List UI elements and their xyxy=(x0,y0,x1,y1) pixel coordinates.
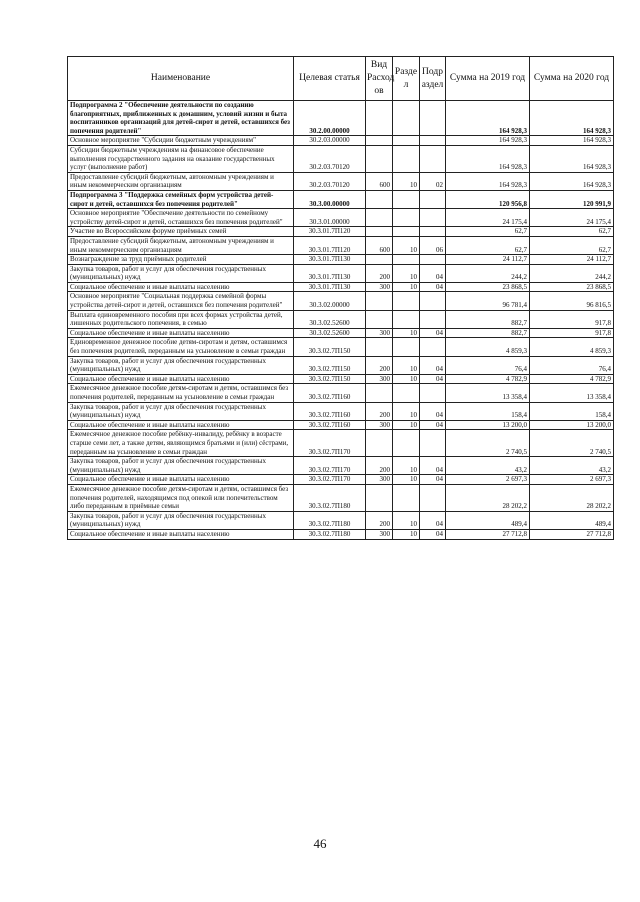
table-row xyxy=(68,384,614,402)
row-name-cell: Социальное обеспечение и иные выплаты населению xyxy=(68,420,294,430)
table-row xyxy=(68,374,614,384)
row-expense-type-cell xyxy=(366,136,393,146)
row-section-cell: 10 xyxy=(393,356,420,374)
row-section-cell: 10 xyxy=(393,529,420,539)
row-sum-2020-cell: 489,4 xyxy=(530,511,614,529)
header-section: Разде л xyxy=(393,57,420,101)
row-sum-2019-cell: 882,7 xyxy=(446,310,530,328)
row-sum-2019-cell: 158,4 xyxy=(446,402,530,420)
row-target-article-cell: 30.3.02.7П170 xyxy=(294,430,366,457)
row-sum-2019-cell: 27 712,8 xyxy=(446,529,530,539)
row-subsection-cell: 02 xyxy=(420,172,446,190)
row-sum-2019-cell: 2 697,3 xyxy=(446,475,530,485)
row-subsection-cell xyxy=(420,310,446,328)
row-subsection-cell: 04 xyxy=(420,475,446,485)
row-section-cell xyxy=(393,190,420,208)
table-row xyxy=(68,310,614,328)
row-expense-type-cell: 200 xyxy=(366,457,393,475)
row-sum-2019-cell: 96 781,4 xyxy=(446,292,530,310)
row-subsection-cell: 04 xyxy=(420,402,446,420)
row-target-article-cell: 30.3.02.7П160 xyxy=(294,420,366,430)
table-row xyxy=(68,475,614,485)
row-expense-type-cell: 300 xyxy=(366,282,393,292)
row-sum-2019-cell: 4 782,9 xyxy=(446,374,530,384)
row-subsection-cell xyxy=(420,255,446,265)
row-sum-2019-cell: 2 740,5 xyxy=(446,430,530,457)
row-subsection-cell: 04 xyxy=(420,511,446,529)
row-target-article-cell: 30.2.00.00000 xyxy=(294,101,366,136)
header-subsection: Подр аздел xyxy=(420,57,446,101)
row-target-article-cell: 30.3.01.7П120 xyxy=(294,236,366,254)
row-name-cell: Социальное обеспечение и иные выплаты населению xyxy=(68,328,294,338)
row-subsection-cell: 06 xyxy=(420,236,446,254)
row-expense-type-cell xyxy=(366,190,393,208)
row-sum-2019-cell: 28 202,2 xyxy=(446,484,530,511)
row-sum-2020-cell: 4 859,3 xyxy=(530,338,614,356)
row-target-article-cell: 30.3.01.00000 xyxy=(294,209,366,227)
header-name: Наименование xyxy=(68,57,294,101)
row-name-cell: Основное мероприятие "Социальная поддержка семейной формы устройства детей-сирот и детей, оставшихся без попечения родителей" xyxy=(68,292,294,310)
row-target-article-cell: 30.2.03.70120 xyxy=(294,172,366,190)
row-section-cell: 10 xyxy=(393,282,420,292)
row-target-article-cell: 30.3.02.7П170 xyxy=(294,457,366,475)
table-row xyxy=(68,484,614,511)
row-sum-2020-cell: 43,2 xyxy=(530,457,614,475)
row-target-article-cell: 30.3.02.7П180 xyxy=(294,484,366,511)
row-name-cell: Предоставление субсидий бюджетным, автономным учреждениям и иным некоммерческим организациям xyxy=(68,236,294,254)
row-sum-2019-cell: 164 928,3 xyxy=(446,145,530,172)
row-sum-2019-cell: 13 200,0 xyxy=(446,420,530,430)
row-sum-2020-cell: 28 202,2 xyxy=(530,484,614,511)
row-sum-2019-cell: 76,4 xyxy=(446,356,530,374)
row-section-cell xyxy=(393,384,420,402)
table-row xyxy=(68,511,614,529)
row-target-article-cell: 30.3.02.7П150 xyxy=(294,374,366,384)
header-expense-type: Вид Расход ов xyxy=(366,57,393,101)
row-target-article-cell: 30.3.02.00000 xyxy=(294,292,366,310)
row-sum-2019-cell: 164 928,3 xyxy=(446,101,530,136)
row-target-article-cell: 30.3.01.7П130 xyxy=(294,255,366,265)
table-row xyxy=(68,420,614,430)
row-sum-2020-cell: 76,4 xyxy=(530,356,614,374)
row-sum-2020-cell: 164 928,3 xyxy=(530,101,614,136)
row-section-cell xyxy=(393,227,420,237)
row-subsection-cell: 04 xyxy=(420,457,446,475)
row-subsection-cell xyxy=(420,190,446,208)
row-name-cell: Ежемесячное денежное пособие детям-сиротам и детям, оставшимся без попечения родителей, переданным на усыновление в семьи граждан xyxy=(68,384,294,402)
row-name-cell: Ежемесячное денежное пособие детям-сиротам и детям, оставшимся без попечения родителей, находящимся под опекой или попечительством либо переданным в приёмные семьи xyxy=(68,484,294,511)
row-section-cell xyxy=(393,484,420,511)
row-sum-2020-cell: 2 697,3 xyxy=(530,475,614,485)
row-name-cell: Закупка товаров, работ и услуг для обеспечения государственных (муниципальных) нужд xyxy=(68,264,294,282)
row-section-cell xyxy=(393,136,420,146)
row-section-cell xyxy=(393,292,420,310)
header-target-article: Целевая статья xyxy=(294,57,366,101)
row-name-cell: Закупка товаров, работ и услуг для обеспечения государственных (муниципальных) нужд xyxy=(68,457,294,475)
row-sum-2020-cell: 244,2 xyxy=(530,264,614,282)
row-subsection-cell: 04 xyxy=(420,374,446,384)
header-sum-2019: Сумма на 2019 год xyxy=(446,57,530,101)
row-section-cell: 10 xyxy=(393,328,420,338)
row-section-cell xyxy=(393,145,420,172)
row-section-cell: 10 xyxy=(393,511,420,529)
row-sum-2020-cell: 164 928,3 xyxy=(530,136,614,146)
row-expense-type-cell: 600 xyxy=(366,236,393,254)
row-expense-type-cell xyxy=(366,384,393,402)
row-name-cell: Основное мероприятие "Обеспечение деятельности по семейному устройству детей-сирот и детей, оставшихся без попечения родителей" xyxy=(68,209,294,227)
table-row xyxy=(68,264,614,282)
row-subsection-cell xyxy=(420,292,446,310)
row-target-article-cell: 30.2.03.00000 xyxy=(294,136,366,146)
row-sum-2020-cell: 13 358,4 xyxy=(530,384,614,402)
table-row xyxy=(68,101,614,136)
row-subsection-cell xyxy=(420,430,446,457)
row-target-article-cell: 30.3.02.7П150 xyxy=(294,356,366,374)
row-subsection-cell xyxy=(420,209,446,227)
row-sum-2020-cell: 24 175,4 xyxy=(530,209,614,227)
row-sum-2019-cell: 164 928,3 xyxy=(446,172,530,190)
row-sum-2020-cell: 158,4 xyxy=(530,402,614,420)
row-target-article-cell: 30.3.01.7П120 xyxy=(294,227,366,237)
row-subsection-cell: 04 xyxy=(420,529,446,539)
row-name-cell: Закупка товаров, работ и услуг для обеспечения государственных (муниципальных) нужд xyxy=(68,511,294,529)
row-expense-type-cell xyxy=(366,101,393,136)
row-expense-type-cell: 200 xyxy=(366,511,393,529)
table-row xyxy=(68,529,614,539)
row-subsection-cell xyxy=(420,484,446,511)
row-sum-2020-cell: 62,7 xyxy=(530,236,614,254)
row-name-cell: Социальное обеспечение и иные выплаты населению xyxy=(68,529,294,539)
row-sum-2020-cell: 96 816,5 xyxy=(530,292,614,310)
row-sum-2019-cell: 24 175,4 xyxy=(446,209,530,227)
table-row xyxy=(68,255,614,265)
row-subsection-cell xyxy=(420,136,446,146)
row-name-cell: Подпрограмма 3 "Поддержка семейных форм устройства детей-сирот и детей, оставшихся без попечения родителей" xyxy=(68,190,294,208)
row-subsection-cell xyxy=(420,338,446,356)
table-row xyxy=(68,209,614,227)
row-target-article-cell: 30.3.02.52600 xyxy=(294,328,366,338)
row-sum-2019-cell: 43,2 xyxy=(446,457,530,475)
row-sum-2019-cell: 120 956,8 xyxy=(446,190,530,208)
row-expense-type-cell: 200 xyxy=(366,264,393,282)
row-expense-type-cell xyxy=(366,145,393,172)
row-target-article-cell: 30.3.02.7П180 xyxy=(294,529,366,539)
row-subsection-cell: 04 xyxy=(420,420,446,430)
row-sum-2019-cell: 62,7 xyxy=(446,236,530,254)
row-subsection-cell xyxy=(420,145,446,172)
row-sum-2020-cell: 24 112,7 xyxy=(530,255,614,265)
row-subsection-cell xyxy=(420,227,446,237)
row-section-cell: 10 xyxy=(393,457,420,475)
row-expense-type-cell xyxy=(366,338,393,356)
row-name-cell: Основное мероприятие "Субсидии бюджетным учреждениям" xyxy=(68,136,294,146)
row-sum-2019-cell: 164 928,3 xyxy=(446,136,530,146)
row-sum-2019-cell: 244,2 xyxy=(446,264,530,282)
table-row xyxy=(68,227,614,237)
row-subsection-cell: 04 xyxy=(420,282,446,292)
row-sum-2019-cell: 24 112,7 xyxy=(446,255,530,265)
row-expense-type-cell xyxy=(366,484,393,511)
row-sum-2020-cell: 27 712,8 xyxy=(530,529,614,539)
row-target-article-cell: 30.3.01.7П130 xyxy=(294,264,366,282)
row-name-cell: Социальное обеспечение и иные выплаты населению xyxy=(68,475,294,485)
row-section-cell: 10 xyxy=(393,402,420,420)
row-sum-2019-cell: 23 868,5 xyxy=(446,282,530,292)
row-sum-2020-cell: 4 782,9 xyxy=(530,374,614,384)
row-target-article-cell: 30.3.02.7П150 xyxy=(294,338,366,356)
table-row xyxy=(68,457,614,475)
row-expense-type-cell: 300 xyxy=(366,475,393,485)
row-sum-2020-cell: 2 740,5 xyxy=(530,430,614,457)
row-sum-2019-cell: 13 358,4 xyxy=(446,384,530,402)
table-row xyxy=(68,145,614,172)
row-subsection-cell: 04 xyxy=(420,356,446,374)
row-expense-type-cell: 300 xyxy=(366,374,393,384)
row-target-article-cell: 30.3.01.7П130 xyxy=(294,282,366,292)
row-section-cell: 10 xyxy=(393,420,420,430)
page-number: 46 xyxy=(313,836,327,851)
row-expense-type-cell xyxy=(366,209,393,227)
table-row xyxy=(68,136,614,146)
row-sum-2020-cell: 917,8 xyxy=(530,310,614,328)
row-target-article-cell: 30.3.00.00000 xyxy=(294,190,366,208)
row-name-cell: Единовременное денежное пособие детям-сиротам и детям, оставшимся без попечения родителей, переданным на усыновление в семьи граждан xyxy=(68,338,294,356)
table-row xyxy=(68,282,614,292)
row-expense-type-cell: 300 xyxy=(366,529,393,539)
row-sum-2020-cell: 164 928,3 xyxy=(530,172,614,190)
row-sum-2019-cell: 489,4 xyxy=(446,511,530,529)
row-section-cell xyxy=(393,310,420,328)
table-row xyxy=(68,172,614,190)
row-subsection-cell: 04 xyxy=(420,264,446,282)
table-row xyxy=(68,236,614,254)
row-name-cell: Закупка товаров, работ и услуг для обеспечения государственных (муниципальных) нужд xyxy=(68,402,294,420)
table-row xyxy=(68,338,614,356)
row-sum-2020-cell: 23 868,5 xyxy=(530,282,614,292)
row-section-cell: 10 xyxy=(393,236,420,254)
row-expense-type-cell xyxy=(366,310,393,328)
row-subsection-cell: 04 xyxy=(420,328,446,338)
table-row xyxy=(68,402,614,420)
row-name-cell: Выплата единовременного пособия при всех формах устройства детей, лишенных родительского попечения, в семью xyxy=(68,310,294,328)
row-target-article-cell: 30.2.03.70120 xyxy=(294,145,366,172)
table-row xyxy=(68,190,614,208)
row-expense-type-cell xyxy=(366,430,393,457)
row-name-cell: Социальное обеспечение и иные выплаты населению xyxy=(68,282,294,292)
row-subsection-cell xyxy=(420,384,446,402)
budget-table xyxy=(67,56,614,540)
row-expense-type-cell xyxy=(366,292,393,310)
row-section-cell: 10 xyxy=(393,374,420,384)
row-name-cell: Субсидии бюджетным учреждениям на финансовое обеспечение выполнения государственного задания на оказание государственных услуг (выполнение работ) xyxy=(68,145,294,172)
row-expense-type-cell: 200 xyxy=(366,356,393,374)
row-name-cell: Участие во Всероссийском форуме приёмных семей xyxy=(68,227,294,237)
row-expense-type-cell: 300 xyxy=(366,420,393,430)
table-header-row xyxy=(68,57,614,101)
row-target-article-cell: 30.3.02.7П170 xyxy=(294,475,366,485)
row-name-cell: Социальное обеспечение и иные выплаты населению xyxy=(68,374,294,384)
row-name-cell: Ежемесячное денежное пособие ребёнку-инвалиду, ребёнку в возрасте старше семи лет, а также детям, являющимся братьями и (или) сёстрами, переданным на усыновление в семьи граждан xyxy=(68,430,294,457)
row-sum-2020-cell: 120 991,9 xyxy=(530,190,614,208)
table-row xyxy=(68,356,614,374)
row-name-cell: Предоставление субсидий бюджетным, автономным учреждениям и иным некоммерческим организациям xyxy=(68,172,294,190)
row-target-article-cell: 30.3.02.7П160 xyxy=(294,384,366,402)
row-section-cell: 10 xyxy=(393,264,420,282)
row-sum-2019-cell: 62,7 xyxy=(446,227,530,237)
row-sum-2019-cell: 4 859,3 xyxy=(446,338,530,356)
table-row xyxy=(68,328,614,338)
row-sum-2020-cell: 62,7 xyxy=(530,227,614,237)
row-expense-type-cell xyxy=(366,255,393,265)
row-target-article-cell: 30.3.02.52600 xyxy=(294,310,366,328)
row-section-cell: 10 xyxy=(393,475,420,485)
row-section-cell xyxy=(393,430,420,457)
row-target-article-cell: 30.3.02.7П180 xyxy=(294,511,366,529)
row-subsection-cell xyxy=(420,101,446,136)
header-sum-2020: Сумма на 2020 год xyxy=(530,57,614,101)
row-expense-type-cell xyxy=(366,227,393,237)
row-section-cell xyxy=(393,209,420,227)
row-expense-type-cell: 300 xyxy=(366,328,393,338)
row-sum-2020-cell: 13 200,0 xyxy=(530,420,614,430)
row-section-cell: 10 xyxy=(393,172,420,190)
row-section-cell xyxy=(393,255,420,265)
table-body xyxy=(68,101,614,540)
row-sum-2020-cell: 917,8 xyxy=(530,328,614,338)
row-name-cell: Подпрограмма 2 "Обеспечение деятельности по созданию благоприятных, приближенных к домашним, условий жизни и быта воспитанников организаций для детей-сирот и детей, оставшихся без попечения родителей" xyxy=(68,101,294,136)
row-section-cell xyxy=(393,101,420,136)
row-section-cell xyxy=(393,338,420,356)
row-name-cell: Вознаграждение за труд приёмных родителей xyxy=(68,255,294,265)
table-row xyxy=(68,292,614,310)
row-sum-2020-cell: 164 928,3 xyxy=(530,145,614,172)
row-expense-type-cell: 200 xyxy=(366,402,393,420)
row-sum-2019-cell: 882,7 xyxy=(446,328,530,338)
table-row xyxy=(68,430,614,457)
row-name-cell: Закупка товаров, работ и услуг для обеспечения государственных (муниципальных) нужд xyxy=(68,356,294,374)
row-target-article-cell: 30.3.02.7П160 xyxy=(294,402,366,420)
row-expense-type-cell: 600 xyxy=(366,172,393,190)
